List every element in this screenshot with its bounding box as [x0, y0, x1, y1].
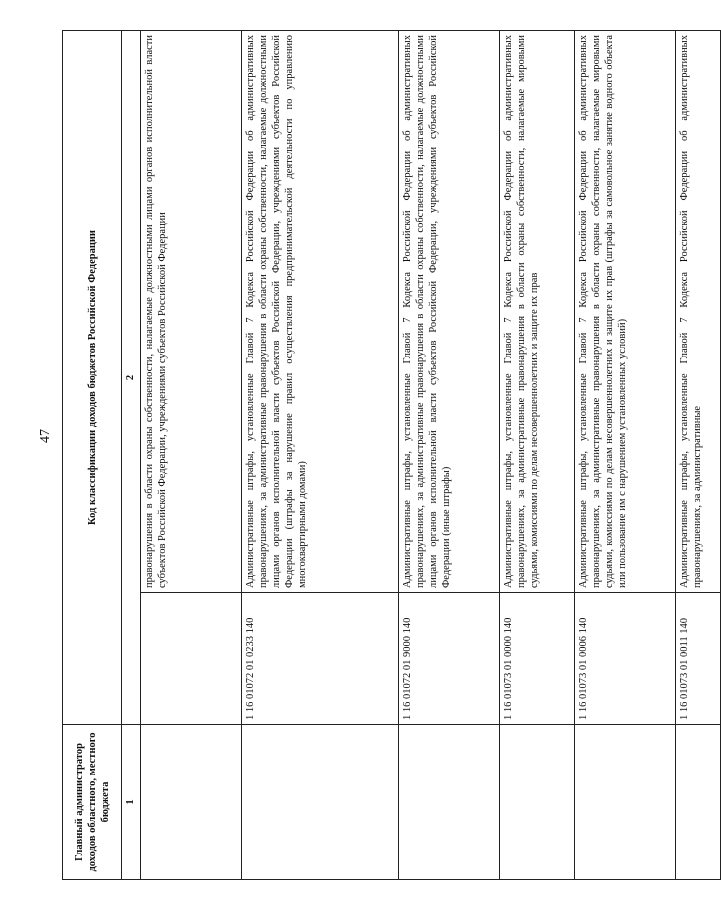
- table-row: [242, 31, 399, 880]
- classification-code: 1 16 01072 01 0233 140: [242, 593, 399, 725]
- classification-description: Административные штрафы, установленные Главой 7 Кодекса Российской Федерации об административных правонарушениях, за административные правонарушения в области охраны собственности, налагаемые мировыми судьями, комиссиями по делам несовершеннолетних и защите их прав (штрафы за самовольное занятие водного объекта или пользование им с нарушением установленных условий): [575, 31, 676, 593]
- classification-code: [141, 593, 242, 725]
- table-row: [575, 31, 676, 880]
- table-row: [141, 31, 242, 880]
- rotated-table-container: [62, 30, 703, 880]
- revenue-classification-table: [62, 30, 721, 880]
- admin-cell: [399, 725, 500, 880]
- column-number-2: 2: [122, 31, 141, 725]
- admin-cell: [242, 725, 399, 880]
- classification-description: Административные штрафы, установленные Главой 7 Кодекса Российской Федерации об административных правонарушениях, за административные правонарушения в области охраны собственности, налагаемые должностными лицами органов исполнительной власти субъектов Российской Федерации, учреждениями субъектов Российской Федерации (иные штрафы): [399, 31, 500, 593]
- admin-cell: [500, 725, 575, 880]
- classification-code: 1 16 01073 01 0011 140: [676, 593, 721, 725]
- classification-description: Административные штрафы, установленные Главой 7 Кодекса Российской Федерации об административных правонарушениях, за административные: [676, 31, 721, 593]
- page-number: 47: [38, 429, 53, 443]
- classification-code: 1 16 01073 01 0006 140: [575, 593, 676, 725]
- admin-cell: [575, 725, 676, 880]
- classification-description: Административные штрафы, установленные Главой 7 Кодекса Российской Федерации об административных правонарушениях, за административные правонарушения в области охраны собственности, налагаемые мировыми судьями, комиссиями по делам несовершеннолетних и защите их прав: [500, 31, 575, 593]
- table-header-row: [63, 31, 122, 880]
- table-row: [399, 31, 500, 880]
- admin-cell: [676, 725, 721, 880]
- classification-code: 1 16 01072 01 9000 140: [399, 593, 500, 725]
- classification-description: Административные штрафы, установленные Главой 7 Кодекса Российской Федерации об административных правонарушениях, за административные правонарушения в области охраны собственности, налагаемые должностными лицами органов исполнительной власти субъектов Российской Федерации, учреждениями субъектов Российской Федерации (штрафы за нарушение правил осуществления предпринимательской деятельности по управлению многоквартирными домами): [242, 31, 399, 593]
- header-code-column: Код классификации доходов бюджетов Российской Федерации: [63, 31, 122, 725]
- classification-code: 1 16 01073 01 0000 140: [500, 593, 575, 725]
- header-admin-column: Главный администратор доходов областного, местного бюджета: [63, 725, 122, 880]
- column-numbering-row: [122, 31, 141, 880]
- table-row: [676, 31, 721, 880]
- classification-description: правонарушения в области охраны собственности, налагаемые должностными лицами органов исполнительной власти субъектов Российской Федерации, учреждениями субъектов Российской Федерации: [141, 31, 242, 593]
- admin-cell: [141, 725, 242, 880]
- column-number-1: 1: [122, 725, 141, 880]
- table-row: [500, 31, 575, 880]
